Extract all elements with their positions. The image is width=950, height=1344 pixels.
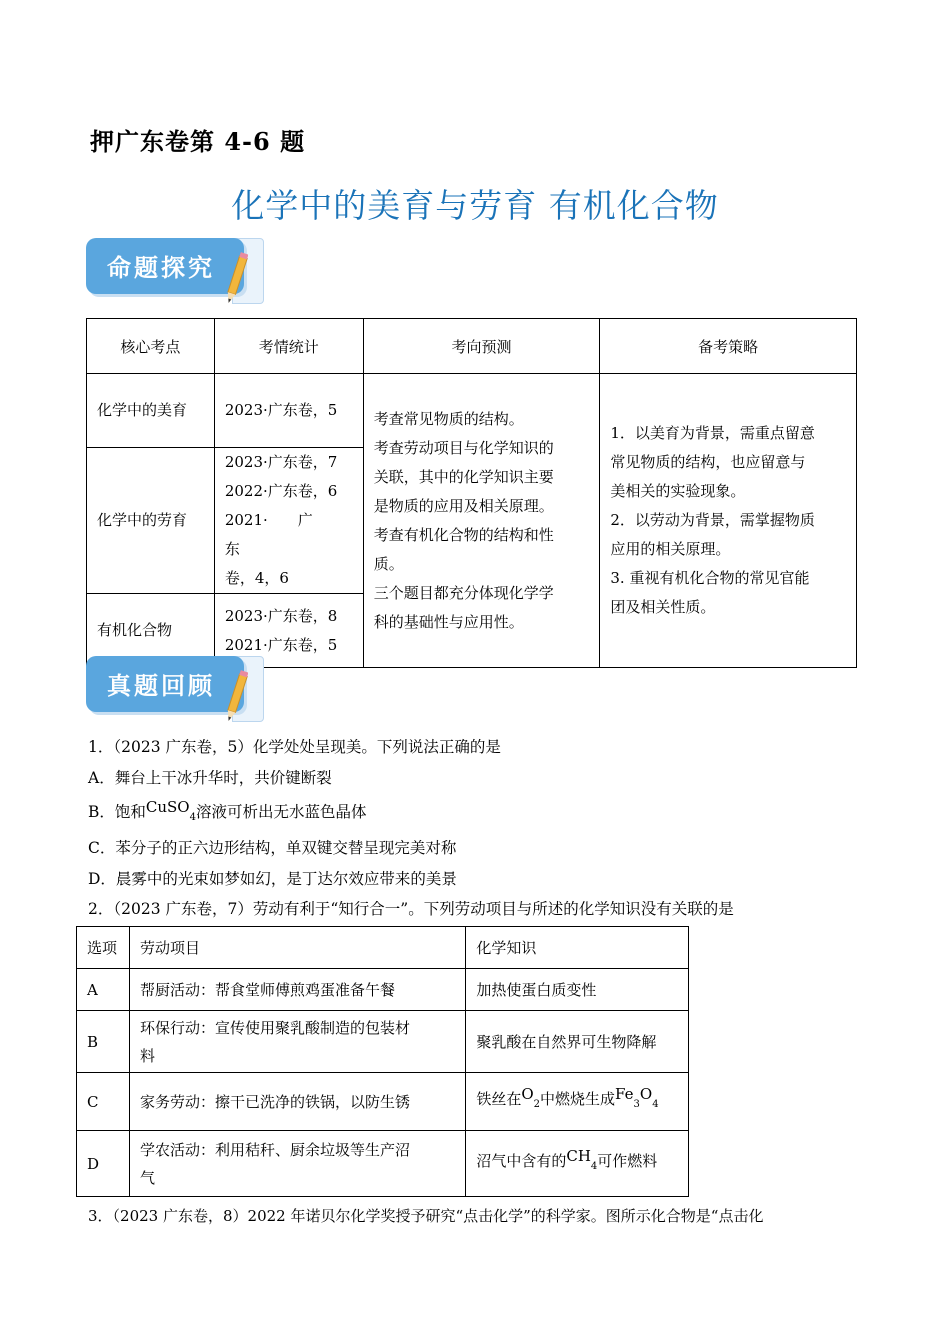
strategy-cell: 1．以美育为背景，需重点留意 常见物质的结构，也应留意与 美相关的实验现象。 2．以劳动为背景，需掌握物质 应用的相关原理。 3. 重视有机化合物的常见官能 团及相关性质。 [600,374,857,668]
table-header: 考情统计 [214,319,363,374]
table-row: B 环保行动：宣传使用聚乳酸制造的包装材 料 聚乳酸在自然界可生物降解 [77,1011,689,1073]
banner-card [86,238,244,294]
table-header: 考向预测 [363,319,600,374]
exam-analysis-table [86,318,857,668]
question-1-option-d: D．晨雾中的光束如梦如幻，是丁达尔效应带来的美景 [88,870,457,888]
pencil-icon [224,670,248,726]
labor-chemistry-table [76,926,689,1197]
table-header: 核心考点 [87,319,215,374]
topic-cell: 有机化合物 [87,594,215,668]
stats-cell: 2023·广东卷，5 [214,374,363,448]
page-title: 押广东卷第 4-6 题 [90,127,306,156]
question-1-stem: 1．（2023 广东卷，5）化学处处呈现美。下列说法正确的是 [88,738,501,756]
section-banner-review [86,656,262,724]
question-2-stem: 2．（2023 广东卷，7）劳动有利于“知行合一”。下列劳动项目与所述的化学知识没有关联的是 [88,900,734,918]
topic-cell: 化学中的劳育 [87,448,215,594]
question-1-option-a: A．舞台上干冰升华时，共价键断裂 [88,769,332,787]
question-3-stem: 3．（2023 广东卷，8）2022 年诺贝尔化学奖授予研究“点击化学”的科学家。图所示化合物是“点击化 [88,1207,764,1225]
question-1-option-c: C．苯分子的正六边形结构，单双键交替呈现完美对称 [88,839,457,857]
table-header: 选项 [77,927,130,969]
table-header: 备考策略 [600,319,857,374]
banner-card [86,656,244,712]
table-header: 化学知识 [466,927,689,969]
pencil-icon [224,252,248,308]
section-banner-explore [86,238,262,306]
banner-label: 命题探究 [107,254,215,282]
page-subtitle: 化学中的美育与劳育 有机化合物 [231,186,719,225]
banner-label: 真题回顾 [107,672,215,700]
table-row: D 学农活动：利用秸秆、厨余垃圾等生产沼 气 沼气中含有的$CH_4$可作燃料 [77,1131,689,1197]
stats-cell: 2023·广东卷，8 2021·广东卷，5 [214,594,363,668]
table-row: C 家务劳动：擦干已洗净的铁锅，以防生锈 铁丝在$O_2$中燃烧生成$Fe_3O_4$ [77,1073,689,1131]
topic-cell: 化学中的美育 [87,374,215,448]
prediction-cell: 考查常见物质的结构。 考查劳动项目与化学知识的 关联，其中的化学知识主要 是物质的应用及相关原理。 考查有机化合物的结构和性 质。 三个题目都充分体现化学学 科的基础性与应用性。 [363,374,600,668]
table-row: A 帮厨活动：帮食堂师傅煎鸡蛋准备午餐 加热使蛋白质变性 [77,969,689,1011]
question-1-option-b: B．饱和CuSO$_4$溶液可析出无水蓝色晶体 [88,798,367,823]
table-header: 劳动项目 [129,927,465,969]
stats-cell: 2023·广东卷，7 2022·广东卷，6 2021· 广 东 卷，4，6 [214,448,363,594]
